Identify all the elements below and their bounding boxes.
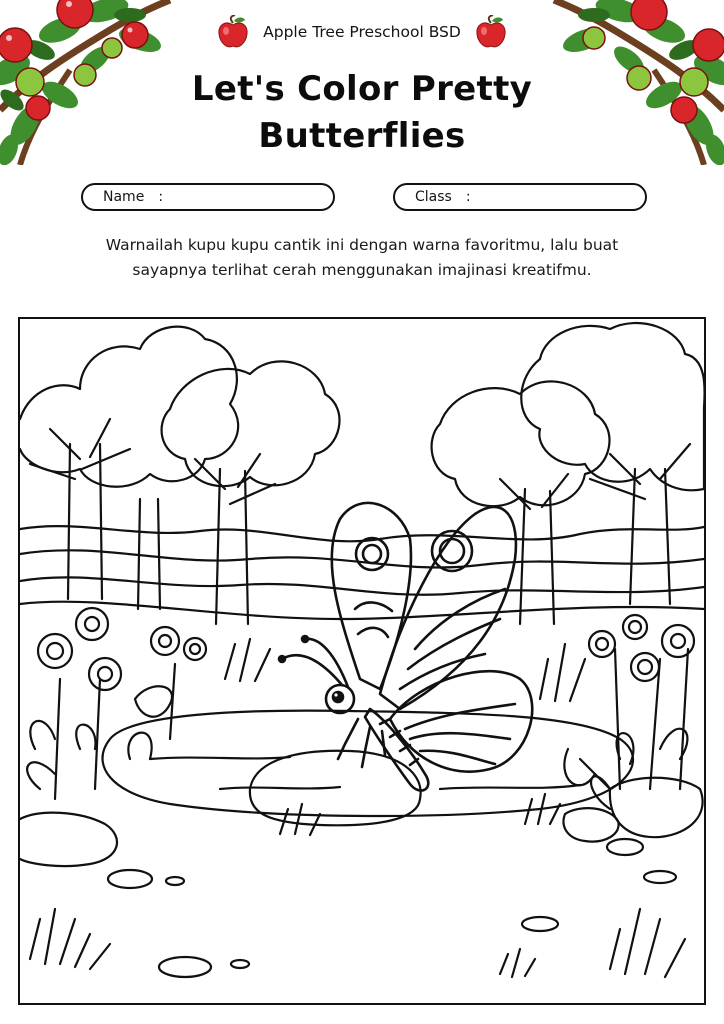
apple-icon <box>475 15 507 49</box>
pebble <box>607 839 643 855</box>
pebble <box>166 877 184 885</box>
butterfly-left-wing <box>332 503 411 689</box>
pebble <box>644 871 676 883</box>
grass-tuft <box>610 909 685 977</box>
butterfly <box>279 503 532 791</box>
apple-icon <box>217 15 249 49</box>
school-name: Apple Tree Preschool BSD <box>263 23 461 41</box>
instructions-line-1: Warnailah kupu kupu cantik ini dengan warna favoritmu, lalu buat <box>105 236 619 254</box>
instructions-line-2: sayapnya terlihat cerah menggunakan imajinasi kreatifmu. <box>132 261 592 279</box>
name-colon: : <box>158 189 164 205</box>
grass-tuft <box>525 794 560 824</box>
butterfly-body <box>365 709 428 791</box>
grass-tuft <box>280 804 320 835</box>
page-title <box>0 66 724 160</box>
coloring-artwork-frame <box>18 317 706 1005</box>
butterfly-antenna <box>282 655 342 685</box>
hill-line <box>20 526 704 541</box>
butterfly-scene-illustration <box>20 319 704 1003</box>
flowers-left <box>27 608 206 799</box>
grass-tuft <box>540 644 585 701</box>
butterfly-lower-wing <box>390 671 532 771</box>
pond-outline <box>103 711 634 816</box>
pebble <box>231 960 249 968</box>
tree-trunk-far <box>138 499 160 609</box>
school-header <box>0 14 724 50</box>
grass-tuft <box>225 639 270 681</box>
class-field[interactable] <box>393 183 647 211</box>
title-line-1: Let's Color Pretty <box>191 69 533 109</box>
name-label: Name <box>103 189 145 205</box>
pond-ripple <box>150 757 580 789</box>
grass-tuft <box>500 949 535 977</box>
name-field[interactable] <box>81 183 335 211</box>
grass-tuft <box>30 909 110 969</box>
tree-mid-right <box>432 381 610 624</box>
butterfly-antenna <box>305 639 348 687</box>
rock <box>564 808 619 841</box>
pebble <box>159 957 211 977</box>
pebble <box>522 917 558 931</box>
class-label: Class <box>415 189 452 205</box>
instructions-text <box>40 233 684 283</box>
rock <box>20 813 117 866</box>
tree-left <box>20 327 238 599</box>
class-colon: : <box>465 189 471 205</box>
hill-line <box>20 577 704 594</box>
title-line-2: Butterflies <box>258 116 466 156</box>
pebble <box>108 870 152 888</box>
rock <box>610 778 703 837</box>
